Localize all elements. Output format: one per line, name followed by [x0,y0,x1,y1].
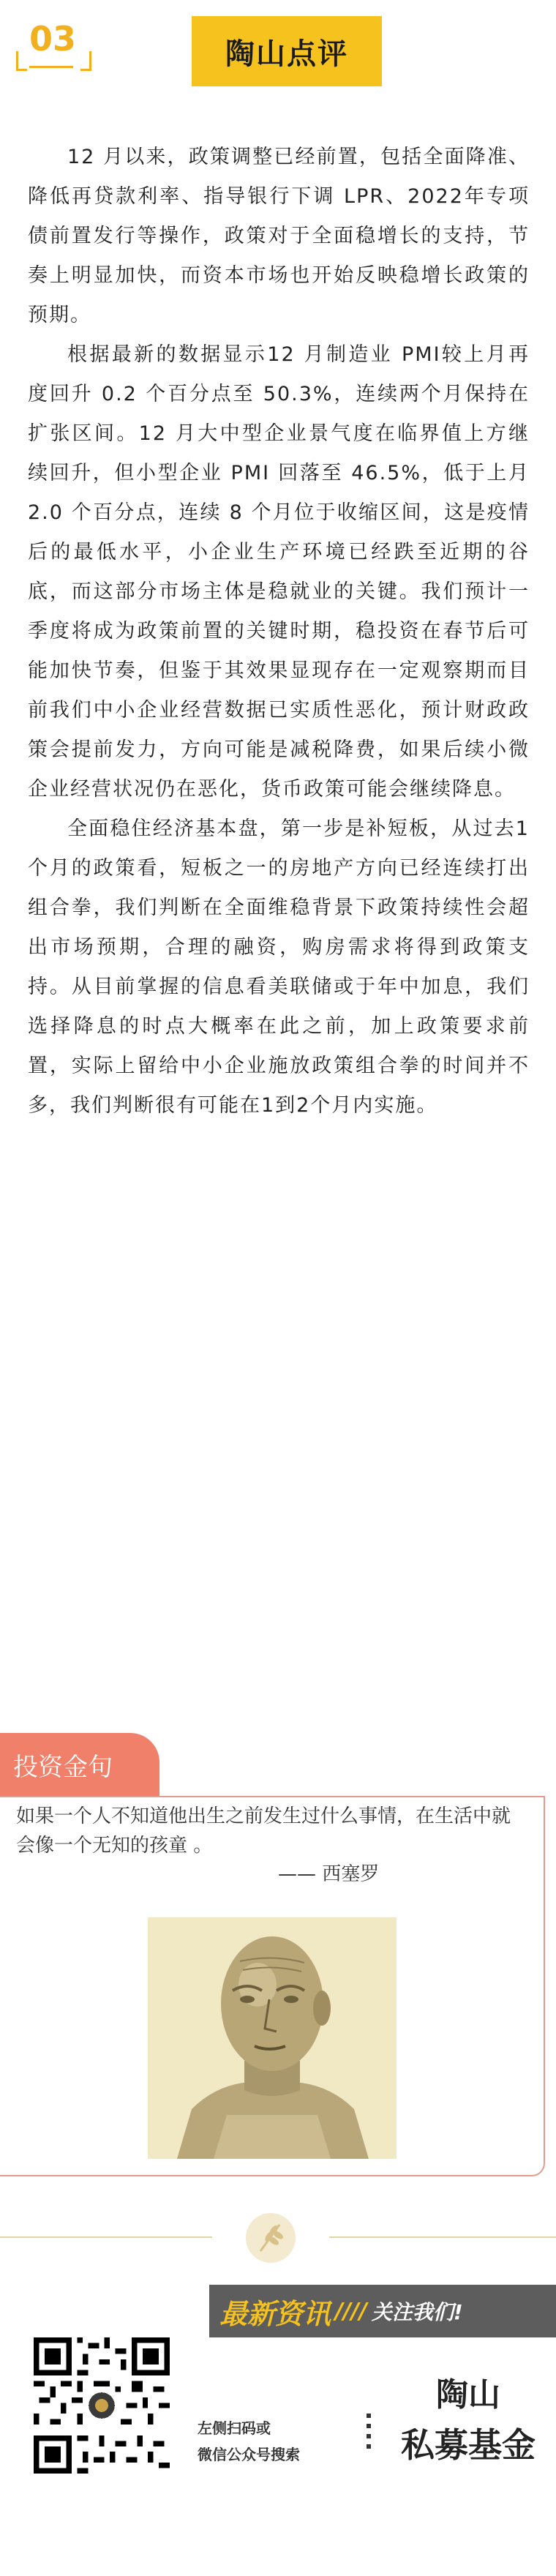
divider-right [329,2236,556,2238]
scan-hint-line-1: 左侧扫码或 [198,2419,271,2437]
section-number: 03 [29,19,77,59]
article-body [28,138,530,1126]
number-frame-left [16,51,27,71]
qr-code-icon[interactable] [34,2337,170,2474]
brand-line-1: 陶山 [436,2376,500,2414]
quote-author: —— 西塞罗 [278,1863,380,1885]
news-slashes: //// [335,2298,367,2324]
follow-label: 关注我们! [371,2300,463,2324]
news-banner [209,2285,556,2337]
wheat-icon [241,2209,300,2267]
brand-name [388,2371,549,2471]
divider-left [0,2236,212,2238]
scan-hint-line-2: 微信公众号搜索 [198,2446,300,2463]
article-paragraph-3: 全面稳住经济基本盘，第一步是补短板，从过去1个月的政策看，短板之一的房地产方向已经连续打出组合拳，我们判断在全面维稳背景下政策持续性会超出市场预期，合理的融资，购房需求将得到政策支持。从目前掌握的信息看美联储或于年中加息，我们选择降息的时点大概率在此之前，加上政策要求前置，实际上留给中小企业施放政策组合拳的时间并不多，我们判断很有可能在1到2个月内实施。 [28,817,530,1117]
cicero-bust-image [148,1917,397,2159]
number-underline [29,66,73,68]
section-title-box [192,16,382,86]
section-title: 陶山点评 [225,37,348,71]
article-paragraph-1: 12 月以来，政策调整已经前置，包括全面降准、降低再贷款利率、指导银行下调 LPR、2022年专项债前置发行等操作，政策对于全面稳增长的支持，节奏上明显加快，而资本市场也开始反映稳增长政策的预期。 [28,146,530,326]
quote-tab-label: 投资金句 [13,1752,113,1782]
brand-line-2: 私募基金 [401,2425,536,2465]
article-paragraph-2: 根据最新的数据显示12 月制造业 PMI较上月再度回升 0.2 个百分点至 50.3%，连续两个月保持在扩张区间。12 月大中型企业景气度在临界值上方继续回升，但小型企业 PMI 回落至 46.5%，低于上月2.0 个百分点，连续 8 个月位于收缩区间，这是疫情后的最低水平，小企业生产环境已经跌至近期的谷底，而这部分市场主体是稳就业的关键。我们预计一季度将成为政策前置的关键时期，稳投资在春节后可能加快节奏，但鉴于其效果显现存在一定观察期而目前我们中小企业经营数据已实质性恶化，预计财政政策会提前发力，方向可能是减税降费，如果后续小微企业经营状况仍在恶化，货币政策可能会继续降息。 [28,343,530,801]
separator-dots [366,2414,372,2457]
quote-text: 如果一个人不知道他出生之前发生过什么事情，在生活中就会像一个无知的孩童 。 [16,1805,511,1857]
scan-hint [198,2415,300,2468]
quote-tab [0,1733,159,1796]
number-frame-right [80,51,91,71]
news-title: 最新资讯 [219,2297,331,2330]
